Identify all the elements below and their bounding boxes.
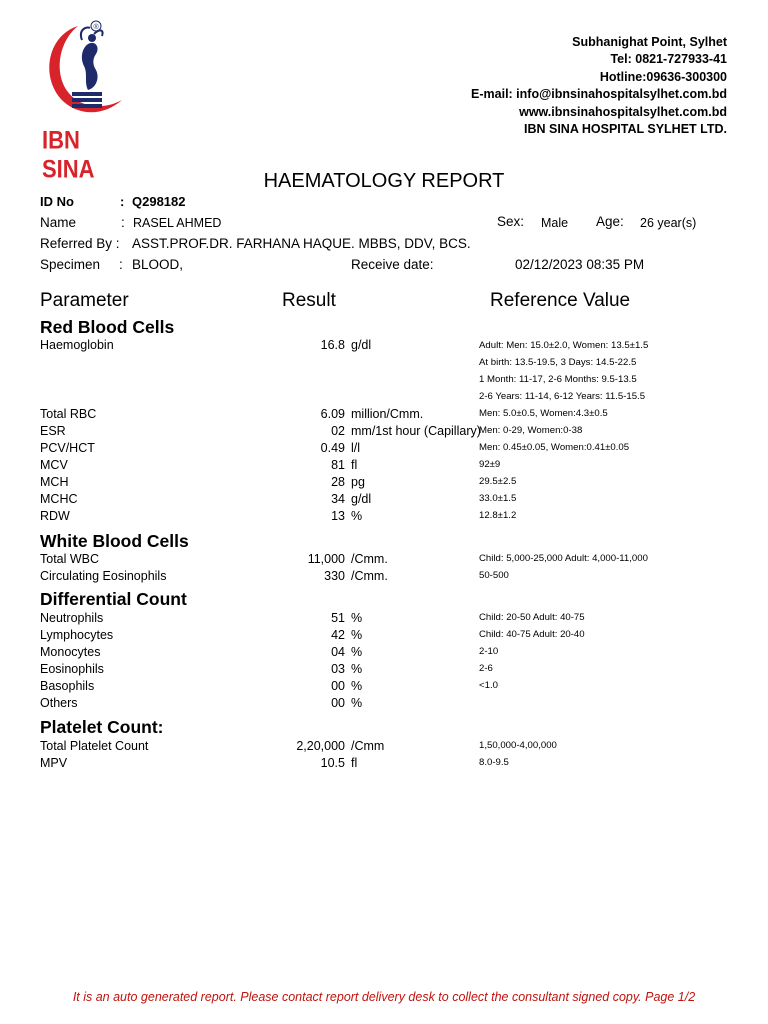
result-unit: mm/1st hour (Capillary) xyxy=(351,424,481,438)
reference-value: 50-500 xyxy=(479,570,509,581)
parameter-name: Haemoglobin xyxy=(40,338,114,352)
result-value: 13 xyxy=(331,509,345,523)
section-differential-count: Differential Count xyxy=(40,589,187,609)
parameter-name: MCH xyxy=(40,475,69,489)
reference-value: Child: 5,000-25,000 Adult: 4,000-11,000 xyxy=(479,553,648,564)
result-value: 00 xyxy=(331,696,345,710)
hospital-contact xyxy=(471,34,727,138)
sex-label: Sex: xyxy=(497,214,525,229)
registered-mark: ® xyxy=(93,24,99,31)
column-parameter: Parameter xyxy=(40,290,129,311)
result-row xyxy=(0,611,768,628)
result-unit: g/dl xyxy=(351,492,372,506)
result-row xyxy=(0,628,768,645)
column-reference: Reference Value xyxy=(490,290,631,311)
contact-address: Subhanighat Point, Sylhet xyxy=(572,35,727,49)
result-row xyxy=(0,662,768,679)
result-unit: % xyxy=(351,679,363,693)
result-row xyxy=(0,509,768,526)
result-value: 51 xyxy=(331,611,345,625)
result-unit: million/Cmm. xyxy=(351,407,424,421)
result-unit: % xyxy=(351,696,363,710)
reference-value: 92±9 xyxy=(479,459,501,470)
result-row xyxy=(0,696,768,713)
report-title: HAEMATOLOGY REPORT xyxy=(263,170,505,192)
result-value: 28 xyxy=(331,475,345,489)
result-value: 10.5 xyxy=(320,756,345,770)
specimen-value: BLOOD, xyxy=(132,257,184,272)
result-value: 6.09 xyxy=(320,407,345,421)
parameter-name: Monocytes xyxy=(40,645,101,659)
contact-email: E-mail: info@ibnsinahospitalsylhet.com.bd xyxy=(471,87,727,102)
footer-note: It is an auto generated report. Please contact report delivery desk to collect the consultant signed copy. Page 1/2 xyxy=(72,990,696,1004)
result-unit: % xyxy=(351,611,363,625)
result-row-haemoglobin xyxy=(0,338,768,355)
contact-hospital-name: IBN SINA HOSPITAL SYLHET LTD. xyxy=(523,122,727,137)
column-result: Result xyxy=(282,290,336,311)
section-white-blood-cells: White Blood Cells xyxy=(40,531,189,551)
result-row xyxy=(0,441,768,458)
result-row xyxy=(0,407,768,424)
result-row xyxy=(0,645,768,662)
result-unit: % xyxy=(351,509,363,523)
result-row xyxy=(0,552,768,569)
reference-value: Men: 0.45±0.05, Women:0.41±0.05 xyxy=(479,442,630,453)
parameter-name: Basophils xyxy=(40,679,95,693)
result-row xyxy=(0,424,768,441)
reference-value: 8.0-9.5 xyxy=(479,757,509,768)
result-value: 04 xyxy=(331,645,345,659)
result-unit: /Cmm. xyxy=(351,569,388,583)
reference-line: At birth: 13.5-19.5, 3 Days: 14.5-22.5 xyxy=(479,357,637,368)
result-row xyxy=(0,739,768,756)
referred-label: Referred By : xyxy=(40,236,120,251)
referred-value: ASST.PROF.DR. FARHANA HAQUE. MBBS, DDV, BCS. xyxy=(132,236,471,251)
result-unit: fl xyxy=(351,756,358,770)
result-unit: % xyxy=(351,662,363,676)
parameter-name: Circulating Eosinophils xyxy=(40,569,167,583)
parameter-name: ESR xyxy=(40,424,66,438)
result-row xyxy=(0,492,768,509)
contact-hotline: Hotline:09636-300300 xyxy=(599,69,727,84)
result-value: 81 xyxy=(331,458,345,472)
name-value: RASEL AHMED xyxy=(133,216,222,230)
logo-text: IBN SINA xyxy=(42,126,95,184)
id-value: Q298182 xyxy=(132,194,186,209)
age-label: Age: xyxy=(596,214,624,229)
hospital-logo xyxy=(38,18,134,184)
result-value: 0.49 xyxy=(320,441,345,455)
result-row xyxy=(0,475,768,492)
result-row xyxy=(0,756,768,773)
reference-value: <1.0 xyxy=(479,680,498,691)
reference-value: Men: 0-29, Women:0-38 xyxy=(479,425,583,436)
section-platelet-count: Platelet Count: xyxy=(40,717,164,737)
reference-value: 1,50,000-4,00,000 xyxy=(479,740,557,751)
result-unit: /Cmm xyxy=(351,739,385,753)
parameter-name: MPV xyxy=(40,756,68,770)
id-colon: : xyxy=(120,194,125,209)
result-unit: pg xyxy=(351,475,365,489)
specimen-label: Specimen xyxy=(40,257,101,272)
reference-value: 2-6 xyxy=(479,663,493,674)
section-red-blood-cells: Red Blood Cells xyxy=(40,317,175,337)
contact-tel: Tel: 0821-727933-41 xyxy=(610,52,727,67)
reference-value: Men: 5.0±0.5, Women:4.3±0.5 xyxy=(479,408,608,419)
result-unit: % xyxy=(351,645,363,659)
reference-line: Adult: Men: 15.0±2.0, Women: 13.5±1.5 xyxy=(479,340,649,351)
receive-date-value: 02/12/2023 08:35 PM xyxy=(515,257,645,272)
parameter-name: Total RBC xyxy=(40,407,97,421)
result-row xyxy=(0,569,768,586)
age-value: 26 year(s) xyxy=(640,216,697,230)
reference-value: 33.0±1.5 xyxy=(479,493,517,504)
ibn-sina-emblem-icon xyxy=(38,18,134,130)
id-label: ID No xyxy=(40,194,74,209)
parameter-name: Others xyxy=(40,696,78,710)
parameter-name: Lymphocytes xyxy=(40,628,114,642)
parameter-name: RDW xyxy=(40,509,70,523)
result-row xyxy=(0,679,768,696)
parameter-name: Eosinophils xyxy=(40,662,104,676)
result-value: 11,000 xyxy=(307,552,345,566)
parameter-name: MCHC xyxy=(40,492,78,506)
result-value: 03 xyxy=(331,662,345,676)
name-colon: : xyxy=(121,215,125,230)
result-value: 02 xyxy=(331,424,345,438)
result-unit: /Cmm. xyxy=(351,552,388,566)
reference-line: 1 Month: 11-17, 2-6 Months: 9.5-13.5 xyxy=(479,374,637,385)
reference-value: Child: 40-75 Adult: 20-40 xyxy=(479,629,585,640)
result-row xyxy=(0,458,768,475)
reference-value: 12.8±1.2 xyxy=(479,510,517,521)
result-value: 00 xyxy=(331,679,345,693)
reference-line: 2-6 Years: 11-14, 6-12 Years: 11.5-15.5 xyxy=(479,391,646,402)
result-unit: fl xyxy=(351,458,358,472)
name-label: Name xyxy=(40,215,77,230)
specimen-colon: : xyxy=(119,257,123,272)
result-value: 2,20,000 xyxy=(296,739,345,753)
contact-website: www.ibnsinahospitalsylhet.com.bd xyxy=(519,104,727,119)
result-unit: % xyxy=(351,628,363,642)
result-value: 34 xyxy=(331,492,345,506)
parameter-name: Total Platelet Count xyxy=(40,739,149,753)
result-unit: g/dl xyxy=(351,338,372,352)
result-value: 330 xyxy=(324,569,345,583)
receive-date-label: Receive date: xyxy=(351,257,434,272)
parameter-name: Neutrophils xyxy=(40,611,104,625)
parameter-name: PCV/HCT xyxy=(40,441,95,455)
reference-value: 29.5±2.5 xyxy=(479,476,517,487)
parameter-name: MCV xyxy=(40,458,68,472)
reference-value: Child: 20-50 Adult: 40-75 xyxy=(479,612,585,623)
sex-value: Male xyxy=(541,216,569,230)
result-value: 42 xyxy=(331,628,345,642)
parameter-name: Total WBC xyxy=(40,552,100,566)
result-unit: l/l xyxy=(351,441,361,455)
result-value: 16.8 xyxy=(320,338,345,352)
reference-value: 2-10 xyxy=(479,646,499,657)
